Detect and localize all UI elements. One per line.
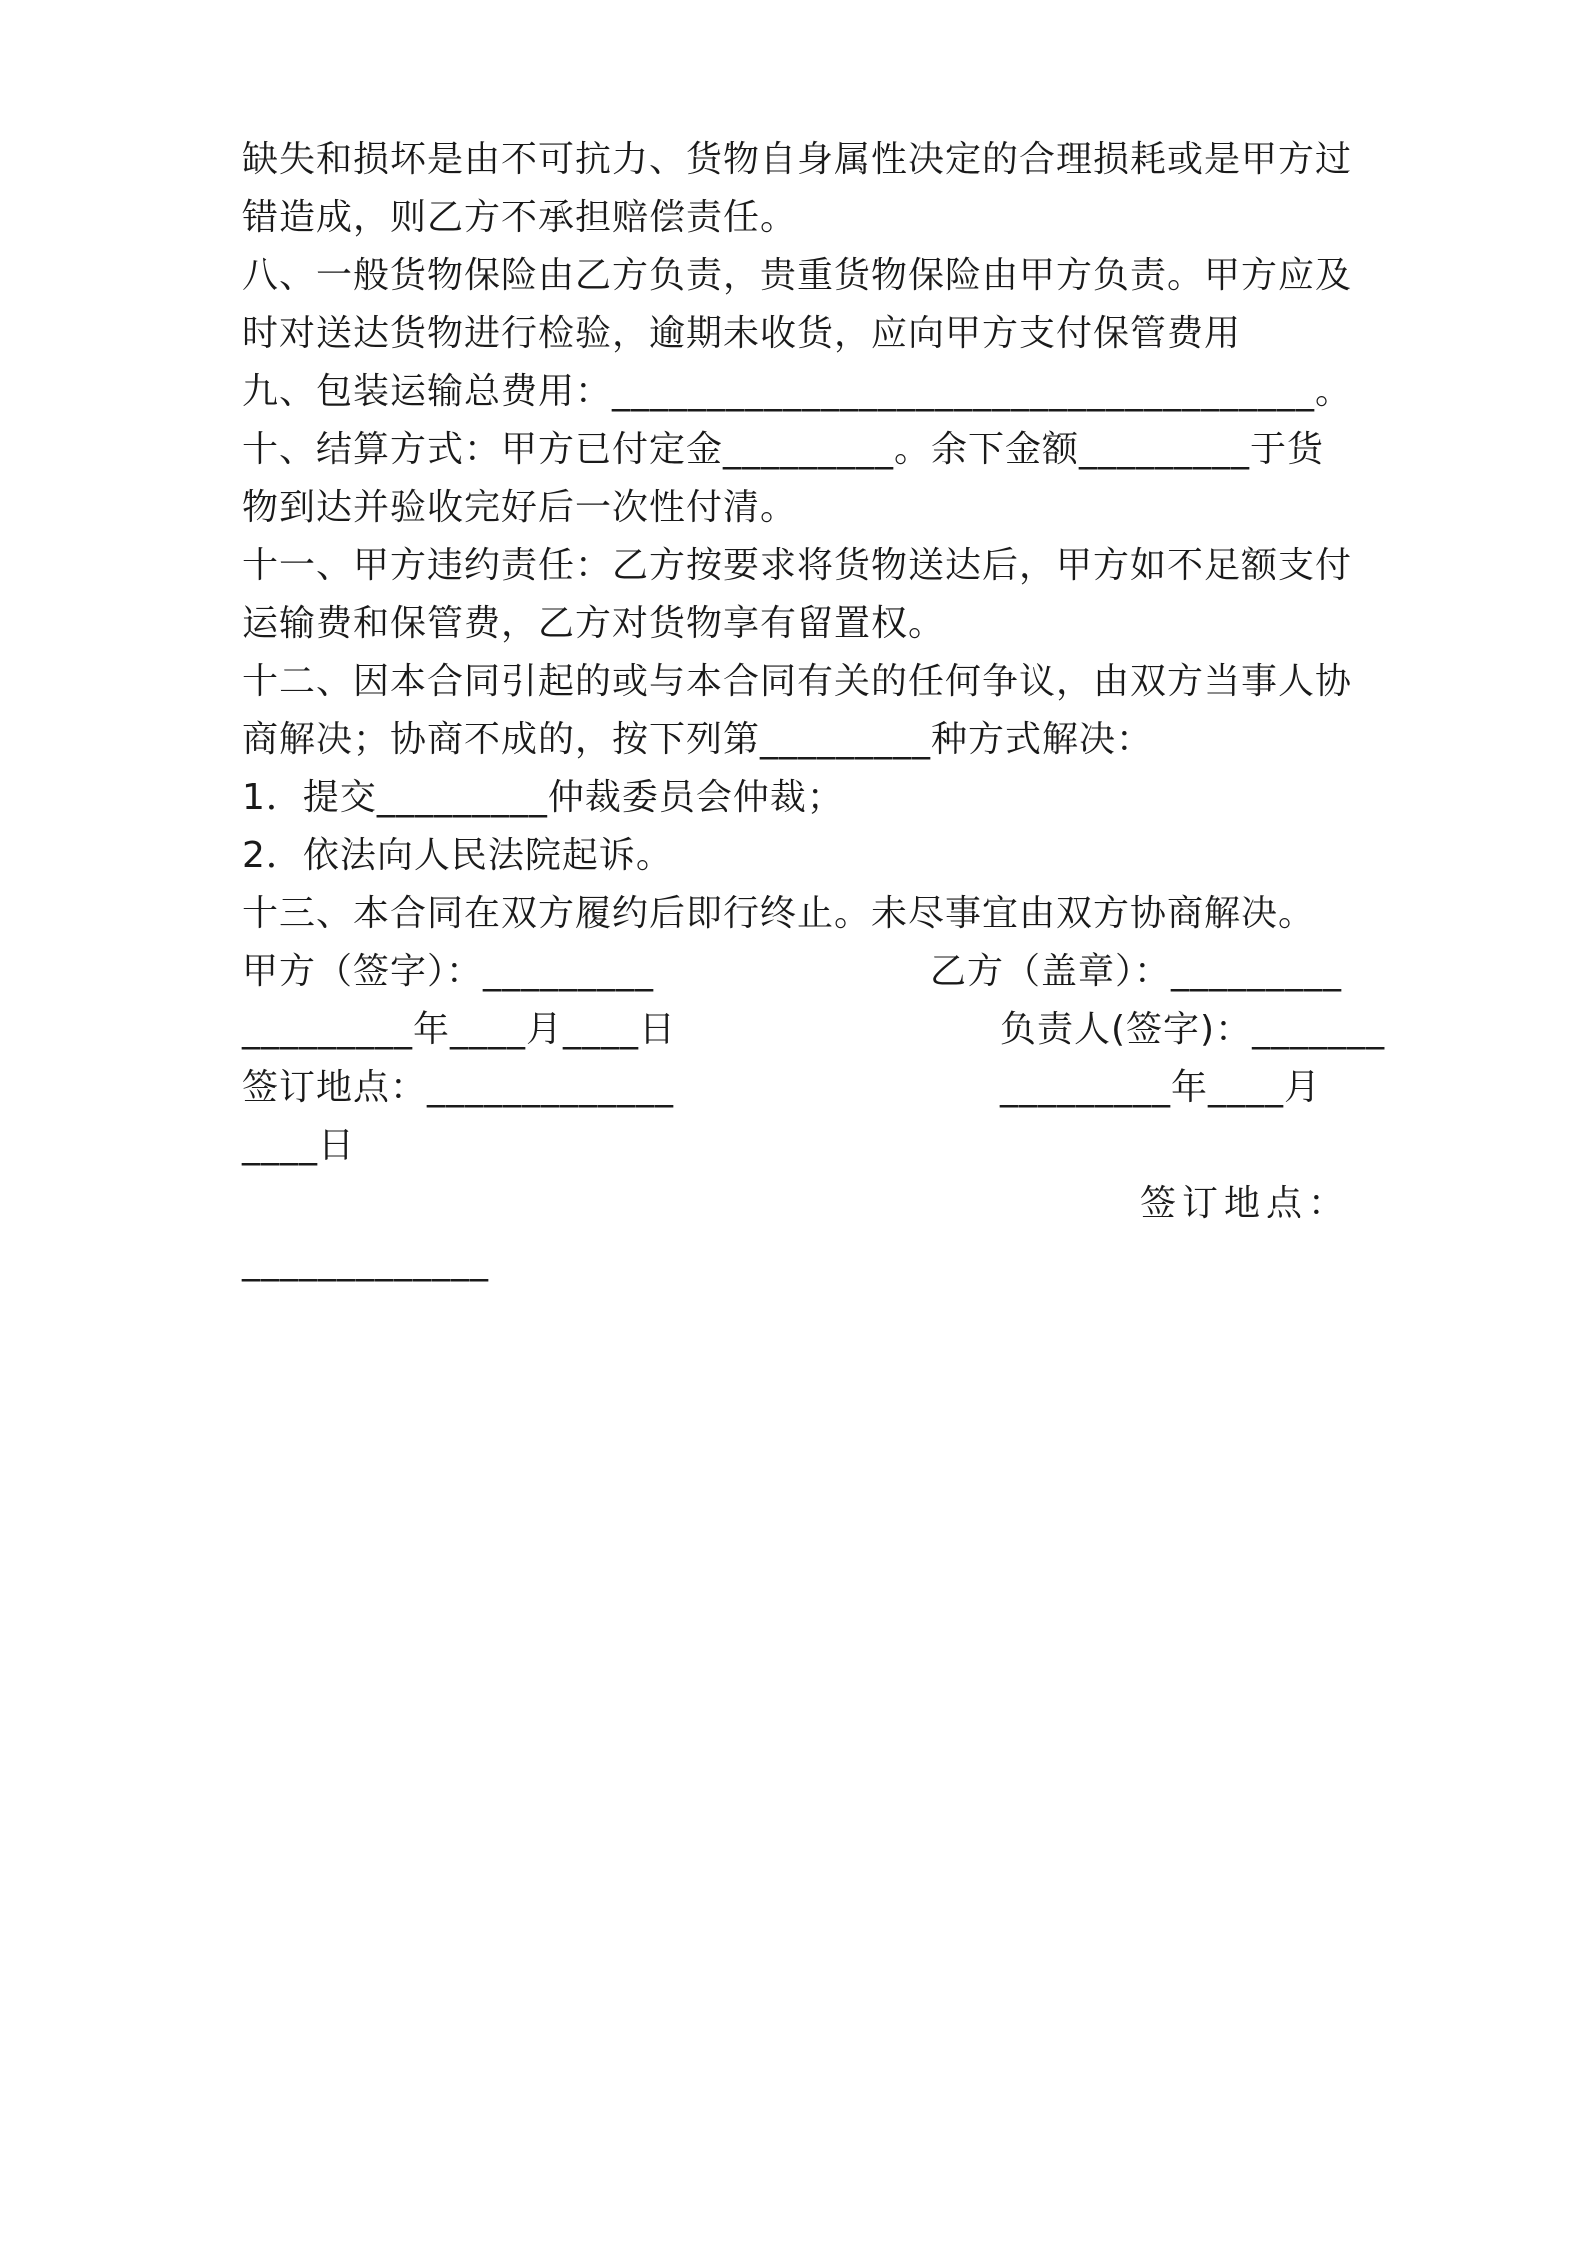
party-b-date-line-1: _________年____月	[1000, 1067, 1321, 1108]
party-b-seal: 乙方（盖章）：_________	[930, 951, 1343, 992]
dispute-option-2: 2．依法向人民法院起诉。	[242, 835, 673, 876]
clause-13: 十三、本合同在双方履约后即行终止。未尽事宜由双方协商解决。	[242, 893, 1316, 934]
clause-10-line-2: 物到达并验收完好后一次性付清。	[242, 487, 798, 528]
clause-12-line-2: 商解决；协商不成的，按下列第_________种方式解决：	[242, 719, 1154, 760]
clause-9: 九、包装运输总费用：_____________________________________。	[242, 371, 1353, 412]
clause-12-line-1: 十二、因本合同引起的或与本合同有关的任何争议，由双方当事人协	[242, 661, 1353, 702]
clause-8-line-1: 八、一般货物保险由乙方负责，贵重货物保险由甲方负责。甲方应及	[242, 255, 1353, 296]
clause-8-line-2: 时对送达货物进行检验，逾期未收货，应向甲方支付保管费用	[242, 313, 1242, 354]
party-a-signing-place: 签订地点：_____________	[242, 1067, 675, 1108]
party-a-date: _________年____月____日	[242, 1009, 676, 1050]
clause-7-continuation-line-1: 缺失和损坏是由不可抗力、货物自身属性决定的合理损耗或是甲方过	[242, 139, 1353, 180]
clause-7-continuation-line-2: 错造成，则乙方不承担赔偿责任。	[242, 197, 798, 238]
clause-11-line-2: 运输费和保管费，乙方对货物享有留置权。	[242, 603, 946, 644]
party-b-signing-place-blank: _____________	[242, 1241, 489, 1282]
party-b-responsible-person: 负责人(签字)：_______	[1000, 1009, 1386, 1050]
dispute-option-1: 1．提交_________仲裁委员会仲裁；	[242, 777, 844, 818]
party-a-signature: 甲方（签字）：_________	[242, 951, 655, 992]
party-b-signing-place-label: 签订地点：	[1140, 1183, 1351, 1224]
clause-10-line-1: 十、结算方式：甲方已付定金_________。余下金额_________于货	[242, 429, 1325, 470]
party-b-date-line-2: ____日	[242, 1125, 356, 1166]
clause-11-line-1: 十一、甲方违约责任：乙方按要求将货物送达后，甲方如不足额支付	[242, 545, 1353, 586]
